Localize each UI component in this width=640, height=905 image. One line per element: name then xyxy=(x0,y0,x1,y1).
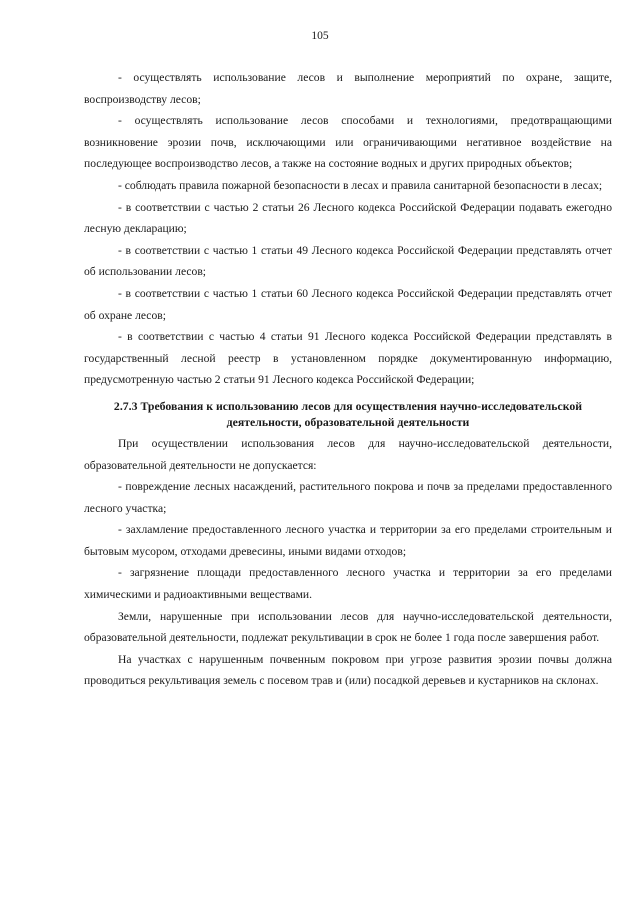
list-item: - в соответствии с частью 1 статьи 49 Лесного кодекса Российской Федерации представлять отчет об использовании лесов; xyxy=(84,243,612,279)
page-number: 105 xyxy=(311,30,329,42)
list-item: - загрязнение площади предоставленного лесного участка и территории за его пределами химическими и радиоактивными веществами. xyxy=(84,566,612,602)
page-content xyxy=(84,67,612,692)
section-heading xyxy=(84,398,612,430)
list-item: - захламление предоставленного лесного участка и территории за его пределами строительным и бытовым мусором, отходами древесины, иными видами отходов; xyxy=(84,523,612,558)
erosion-paragraph: На участках с нарушенным почвенным покровом при угрозе развития эрозии почвы должна проводиться рекультивация земель с посевом трав и (или) посадкой деревьев и кустарников на склонах. xyxy=(84,652,612,688)
list-item: - в соответствии с частью 2 статьи 26 Лесного кодекса Российской Федерации подавать ежегодно лесную декларацию; xyxy=(84,200,612,236)
section-heading-line: деятельности, образовательной деятельности xyxy=(226,414,470,429)
list-item: - в соответствии с частью 1 статьи 60 Лесного кодекса Российской Федерации представлять отчет об охране лесов; xyxy=(84,286,612,322)
reclamation-paragraph: Земли, нарушенные при использовании лесов для научно-исследовательской деятельности, образовательной деятельности, подлежат рекультивации в срок не более 1 года после завершения работ. xyxy=(84,609,612,645)
list-item: - соблюдать правила пожарной безопасности в лесах и правила санитарной безопасности в лесах; xyxy=(118,178,603,192)
list-item: - повреждение лесных насаждений, растительного покрова и почв за пределами предоставленного лесного участка; xyxy=(84,480,612,515)
section-intro: При осуществлении использования лесов для научно-исследовательской деятельности, образовательной деятельности не допускается: xyxy=(84,436,612,472)
section-heading-line: 2.7.3 Требования к использованию лесов для осуществления научно-исследовательской xyxy=(113,398,583,413)
list-item: - осуществлять использование лесов способами и технологиями, предотвращающими возникновение эрозии почв, исключающими или ограничивающими негативное воздействие на последующее воспроизводство лесов, а также на состояние водных и других природных объектов; xyxy=(84,114,612,171)
list-item: - в соответствии с частью 4 статьи 91 Лесного кодекса Российской Федерации представлять в государственный лесной реестр в установленном порядке документированную информацию, предусмотренную частью 2 статьи 91 Лесного кодекса Российской Федерации; xyxy=(84,330,612,387)
list-item: - осуществлять использование лесов и выполнение мероприятий по охране, защите, воспроизводству лесов; xyxy=(84,71,612,106)
